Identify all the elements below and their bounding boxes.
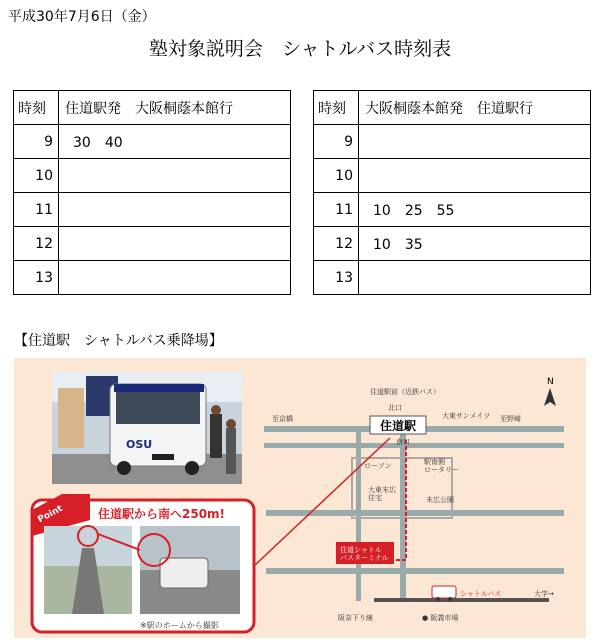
east-direction: 至野崎: [500, 415, 521, 423]
shuttle-bus-label: シャトルバス: [460, 590, 502, 598]
hour-cell: 13: [314, 261, 359, 295]
page-title: 塾対象説明会 シャトルバス時刻表: [148, 38, 452, 60]
minutes-cell: 10 25 55: [359, 193, 591, 227]
point-badge: Point: [36, 503, 65, 526]
table-header-row: [314, 91, 591, 125]
hour-cell: 10: [14, 159, 59, 193]
hour-cell: 9: [314, 125, 359, 159]
terminal-label: 住道シャトルバスターミナル: [340, 546, 389, 563]
bus-photo: [52, 372, 242, 484]
section-title: 【住道駅 シャトルバス乗降場】: [14, 333, 223, 349]
table-row: [314, 227, 591, 261]
hour-cell: 12: [14, 227, 59, 261]
table-row: [314, 159, 591, 193]
north-exit-label: 北口: [388, 404, 402, 412]
table-row: [14, 159, 291, 193]
minutes-cell: 30 40: [59, 125, 291, 159]
map-svg: [14, 358, 586, 638]
point-text: 住道駅から南へ250m!: [98, 507, 226, 521]
west-direction: 至京橋: [272, 415, 293, 423]
hour-cell: 11: [314, 193, 359, 227]
column-header-hour: 時刻: [314, 91, 359, 125]
station-label: 住道駅: [380, 419, 417, 433]
hour-cell: 9: [14, 125, 59, 159]
column-header-hour: 時刻: [14, 91, 59, 125]
date-label: 平成30年7月6日（金）: [8, 9, 156, 25]
timetable-left: [13, 90, 291, 295]
market-label: ● 阪義市場: [422, 614, 459, 622]
table-row: [14, 261, 291, 295]
table-row: [314, 193, 591, 227]
minutes-cell: [59, 227, 291, 261]
university-direction: 大学→: [534, 590, 554, 598]
lawson-label: ローソン: [364, 462, 392, 470]
bus-logo: OSU: [126, 438, 153, 451]
minutes-cell: 10 35: [359, 227, 591, 261]
column-header-route: 大阪桐蔭本館発 住道駅行: [359, 91, 591, 125]
south-rotary-label: 駅南側ロータリー: [424, 458, 459, 475]
map-panel: [14, 358, 586, 638]
minutes-cell: [359, 261, 591, 295]
table-row: [314, 125, 591, 159]
minutes-cell: [59, 193, 291, 227]
suehiro-park-label: 末広公園: [426, 496, 454, 504]
table-row: [14, 227, 291, 261]
hour-cell: 11: [14, 193, 59, 227]
daito-sanmates-label: 大東サンメイツ: [442, 412, 491, 420]
hour-cell: 10: [314, 159, 359, 193]
table-row: [14, 125, 291, 159]
hour-cell: 12: [314, 227, 359, 261]
north-arrow-icon: [544, 377, 556, 406]
photo-caption: ※駅のホームから撮影: [140, 621, 219, 630]
table-row: [14, 193, 291, 227]
minutes-cell: [59, 159, 291, 193]
daito-housing-label: 大東末広住宅: [368, 486, 396, 503]
timetable-right: [313, 90, 591, 295]
minutes-cell: [359, 159, 591, 193]
point-callout: [32, 494, 254, 632]
table-row: [314, 261, 591, 295]
column-header-route: 住道駅発 大阪桐蔭本館行: [59, 91, 291, 125]
minutes-cell: [59, 261, 291, 295]
north-label: N: [547, 377, 554, 387]
minutes-cell: [359, 125, 591, 159]
table-header-row: [14, 91, 291, 125]
hour-cell: 13: [14, 261, 59, 295]
station-front-label: 住道駅前（近鉄バス）: [370, 388, 440, 396]
hanshin-line-label: 阪奈下り線: [338, 614, 373, 622]
south-exit-label: 南口: [396, 438, 410, 446]
